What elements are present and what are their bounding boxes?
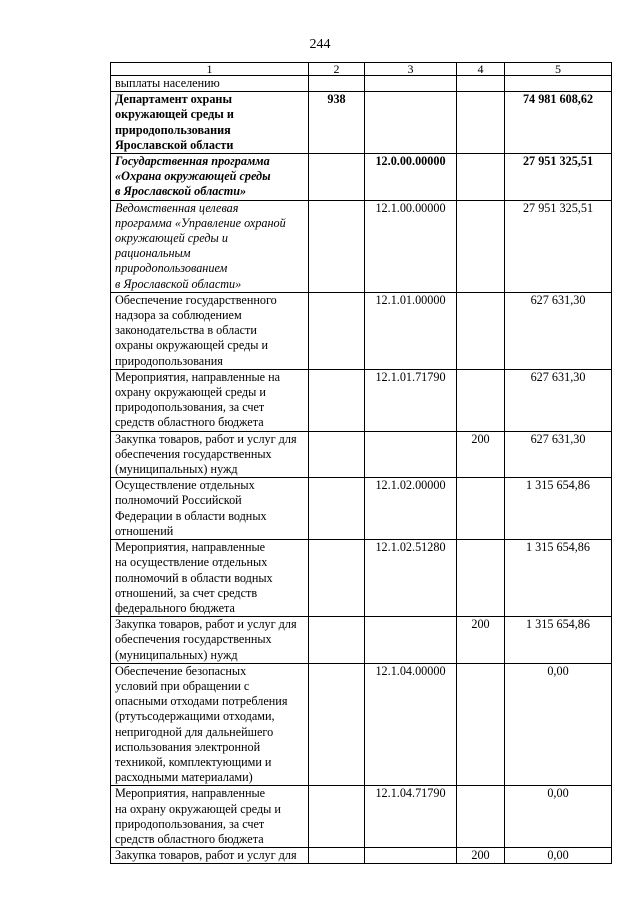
expense-type-cell [457, 369, 505, 431]
department-code-cell: 938 [309, 92, 365, 154]
department-code-cell [309, 292, 365, 369]
row-name-cell: Департамент охраны окружающей среды и природопользования Ярославской области [111, 92, 309, 154]
table-row [111, 76, 612, 92]
row-name-cell: Мероприятия, направленные на охрану окружающей среды и природопользования, за счет средств областного бюджета [111, 369, 309, 431]
column-header: 5 [505, 63, 612, 76]
row-name-cell: Закупка товаров, работ и услуг для обеспечения государственных (муниципальных) нужд [111, 617, 309, 664]
department-code-cell [309, 76, 365, 92]
column-header: 1 [111, 63, 309, 76]
row-name-cell: Закупка товаров, работ и услуг для [111, 848, 309, 864]
table-row [111, 200, 612, 292]
department-code-cell [309, 786, 365, 848]
amount-cell [505, 76, 612, 92]
row-name-cell: Обеспечение безопасных условий при обращении с опасными отходами потребления (ртутьсодержащими отходами, непригодной для дальнейшего использования электронной техникой, комплектующими и расходными материалами) [111, 663, 309, 786]
target-article-cell: 12.1.02.51280 [365, 540, 457, 617]
expense-type-cell [457, 92, 505, 154]
table-row [111, 431, 612, 478]
amount-cell: 627 631,30 [505, 292, 612, 369]
amount-cell: 0,00 [505, 848, 612, 864]
row-name-cell: Мероприятия, направленные на осуществление отдельных полномочий в области водных отношений, за счет средств федерального бюджета [111, 540, 309, 617]
table-row [111, 663, 612, 786]
target-article-cell [365, 431, 457, 478]
table-row [111, 478, 612, 540]
target-article-cell [365, 92, 457, 154]
column-header-row [111, 63, 612, 76]
expense-type-cell [457, 200, 505, 292]
row-name-cell: Государственная программа «Охрана окружающей среды в Ярославской области» [111, 154, 309, 201]
row-name-cell: Мероприятия, направленные на охрану окружающей среды и природопользования, за счет средств областного бюджета [111, 786, 309, 848]
department-code-cell [309, 848, 365, 864]
table-row [111, 617, 612, 664]
amount-cell: 74 981 608,62 [505, 92, 612, 154]
target-article-cell: 12.1.02.00000 [365, 478, 457, 540]
amount-cell: 1 315 654,86 [505, 617, 612, 664]
expense-type-cell [457, 786, 505, 848]
target-article-cell: 12.1.00.00000 [365, 200, 457, 292]
column-header: 4 [457, 63, 505, 76]
department-code-cell [309, 200, 365, 292]
row-name-cell: Ведомственная целевая программа «Управление охраной окружающей среды и рациональным природопользованием в Ярославской области» [111, 200, 309, 292]
target-article-cell: 12.1.04.71790 [365, 786, 457, 848]
department-code-cell [309, 154, 365, 201]
row-name-cell: Закупка товаров, работ и услуг для обеспечения государственных (муниципальных) нужд [111, 431, 309, 478]
row-name-cell: Осуществление отдельных полномочий Российской Федерации в области водных отношений [111, 478, 309, 540]
amount-cell: 1 315 654,86 [505, 540, 612, 617]
expense-type-cell: 200 [457, 848, 505, 864]
target-article-cell [365, 848, 457, 864]
target-article-cell [365, 76, 457, 92]
department-code-cell [309, 478, 365, 540]
amount-cell: 627 631,30 [505, 431, 612, 478]
expense-type-cell [457, 540, 505, 617]
target-article-cell [365, 617, 457, 664]
target-article-cell: 12.1.01.00000 [365, 292, 457, 369]
table-row [111, 154, 612, 201]
amount-cell: 27 951 325,51 [505, 200, 612, 292]
table-row [111, 292, 612, 369]
amount-cell: 27 951 325,51 [505, 154, 612, 201]
amount-cell: 1 315 654,86 [505, 478, 612, 540]
expense-type-cell [457, 154, 505, 201]
department-code-cell [309, 617, 365, 664]
department-code-cell [309, 663, 365, 786]
expense-type-cell: 200 [457, 617, 505, 664]
amount-cell: 0,00 [505, 786, 612, 848]
target-article-cell: 12.1.04.00000 [365, 663, 457, 786]
page-number: 244 [309, 37, 331, 52]
expense-type-cell: 200 [457, 431, 505, 478]
amount-cell: 0,00 [505, 663, 612, 786]
expense-type-cell [457, 76, 505, 92]
expense-type-cell [457, 292, 505, 369]
table-row [111, 848, 612, 864]
budget-table [110, 62, 612, 864]
column-header: 3 [365, 63, 457, 76]
expense-type-cell [457, 478, 505, 540]
row-name-cell: Обеспечение государственного надзора за соблюдением законодательства в области охраны окружающей среды и природопользования [111, 292, 309, 369]
row-name-cell: выплаты населению [111, 76, 309, 92]
table-row [111, 92, 612, 154]
amount-cell: 627 631,30 [505, 369, 612, 431]
table-row [111, 786, 612, 848]
table-row [111, 369, 612, 431]
expense-type-cell [457, 663, 505, 786]
table-row [111, 540, 612, 617]
target-article-cell: 12.0.00.00000 [365, 154, 457, 201]
department-code-cell [309, 369, 365, 431]
department-code-cell [309, 431, 365, 478]
column-header: 2 [309, 63, 365, 76]
department-code-cell [309, 540, 365, 617]
target-article-cell: 12.1.01.71790 [365, 369, 457, 431]
